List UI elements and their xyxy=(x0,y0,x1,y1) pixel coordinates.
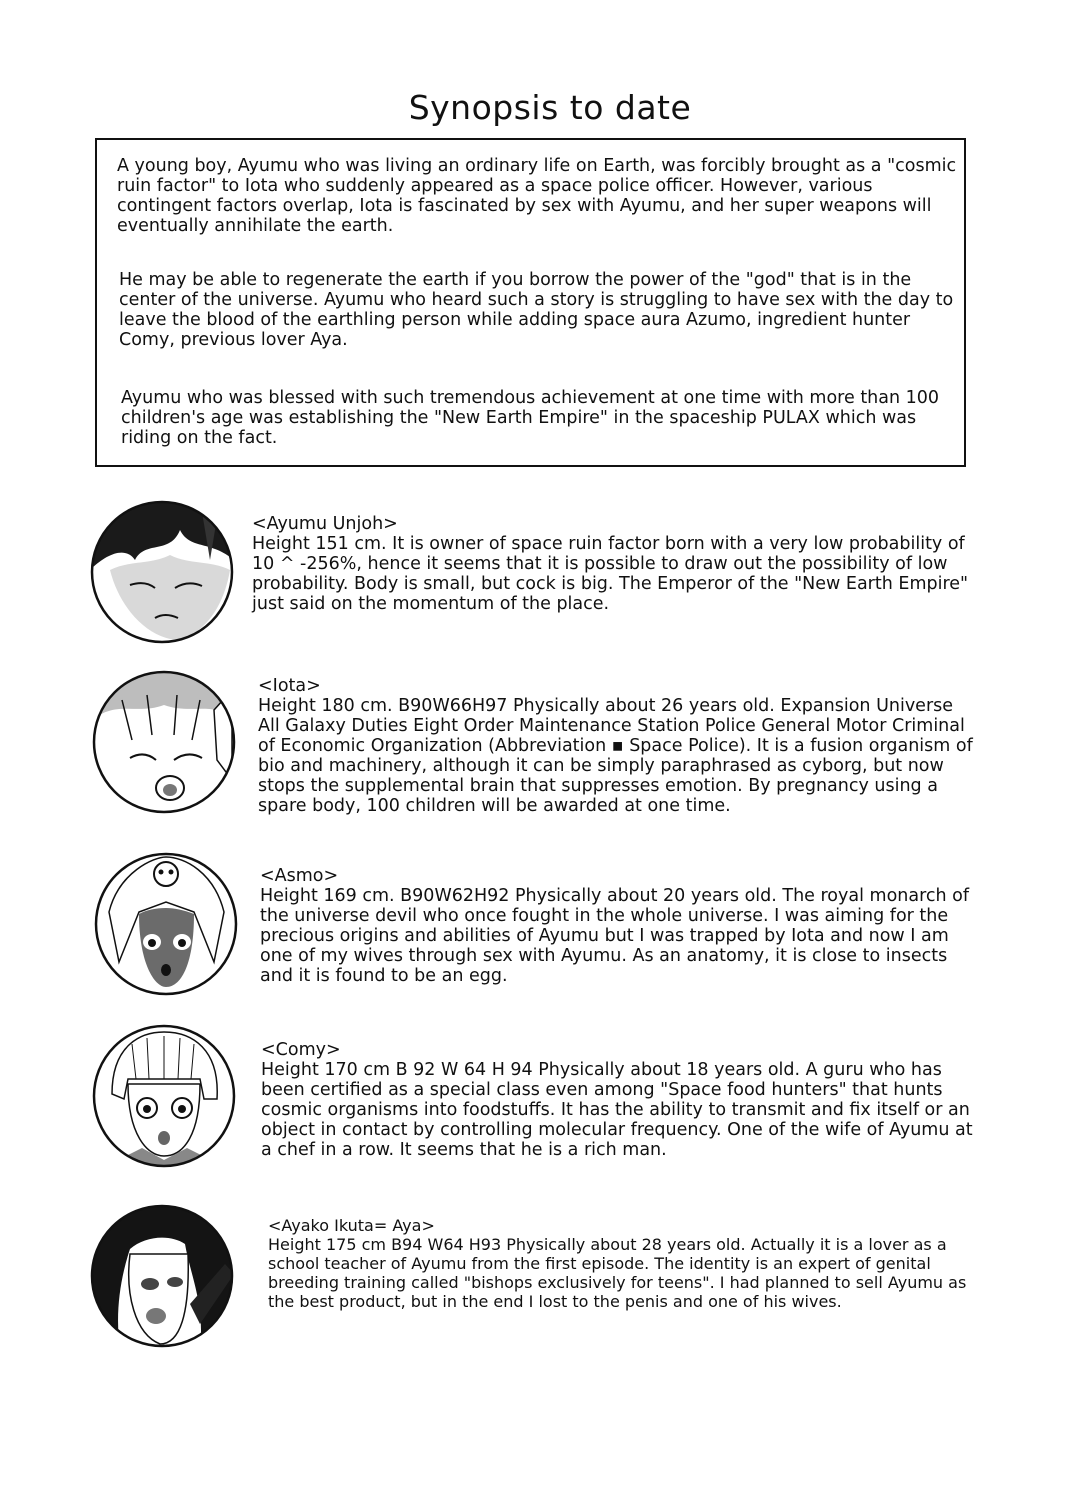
character-name: <Asmo> xyxy=(260,866,339,886)
synopsis-box xyxy=(95,138,966,467)
comy-portrait xyxy=(92,1024,236,1168)
character-bio: Height 170 cm B 92 W 64 H 94 Physically about 18 years old. A guru who has been certified as a special class even among "Space food hunters" that hunts cosmic organisms into foodstuffs. It has the ability to transmit and fix itself or an object in contact by controlling molecular frequency. One of the wife of Ayumu at a chef in a row. It seems that he is a rich man. xyxy=(261,1060,973,1160)
synopsis-paragraph-3: Ayumu who was blessed with such tremendous achievement at one time with more than 100 children's age was establishing the "New Earth Empire" in the spaceship PULAX which was riding on the fact. xyxy=(121,388,940,448)
synopsis-paragraph-1: A young boy, Ayumu who was living an ordinary life on Earth, was forcibly brought as a "cosmic ruin factor" to Iota who suddenly appeared as a space police officer. However, various contingent factors overlap, Iota is fascinated by sex with Ayumu, and her super weapons will eventually annihilate the earth. xyxy=(117,156,957,236)
aya-portrait xyxy=(90,1204,234,1348)
ayumu-portrait xyxy=(90,500,234,644)
iota-portrait xyxy=(92,670,236,814)
character-bio: Height 180 cm. B90W66H97 Physically about 26 years old. Expansion Universe All Galaxy Duties Eight Order Maintenance Station Police General Motor Criminal of Economic Organization (Abbreviation ▪ Space Police). It is a fusion organism of bio and machinery, although it can be simply paraphrased as cyborg, but now stops the supplemental brain that suppresses emotion. By pregnancy using a spare body, 100 children will be awarded at one time. xyxy=(258,696,973,816)
asmo-portrait xyxy=(94,852,238,996)
character-bio: Height 151 cm. It is owner of space ruin factor born with a very low probability of 10 ^ -256%, hence it seems that it is possible to draw out the possibility of low probability. Body is small, but cock is big. The Emperor of the "New Earth Empire" just said on the momentum of the place. xyxy=(252,534,969,614)
character-name: <Ayako Ikuta= Aya> xyxy=(268,1216,435,1235)
character-name: <Comy> xyxy=(261,1040,341,1060)
page-title: Synopsis to date xyxy=(408,88,692,127)
character-name: <Iota> xyxy=(258,676,321,696)
character-bio: Height 169 cm. B90W62H92 Physically about 20 years old. The royal monarch of the universe devil who once fought in the whole universe. I was aiming for the precious origins and abilities of Ayumu but I was trapped by Iota and now I am one of my wives through sex with Ayumu. As an anatomy, it is close to insects and it is found to be an egg. xyxy=(260,886,970,986)
synopsis-paragraph-2: He may be able to regenerate the earth if you borrow the power of the "god" that is in the center of the universe. Ayumu who heard such a story is struggling to have sex with the day to leave the blood of the earthling person while adding space aura Azumo, ingredient hunter Comy, previous lover Aya. xyxy=(119,270,954,350)
character-name: <Ayumu Unjoh> xyxy=(252,514,398,534)
character-bio: Height 175 cm B94 W64 H93 Physically about 28 years old. Actually it is a lover as a school teacher of Ayumu from the first episode. The identity is an expert of genital breeding training called "bishops exclusively for teens". I had planned to sell Ayumu as the best product, but in the end I lost to the penis and one of his wives. xyxy=(268,1235,967,1311)
